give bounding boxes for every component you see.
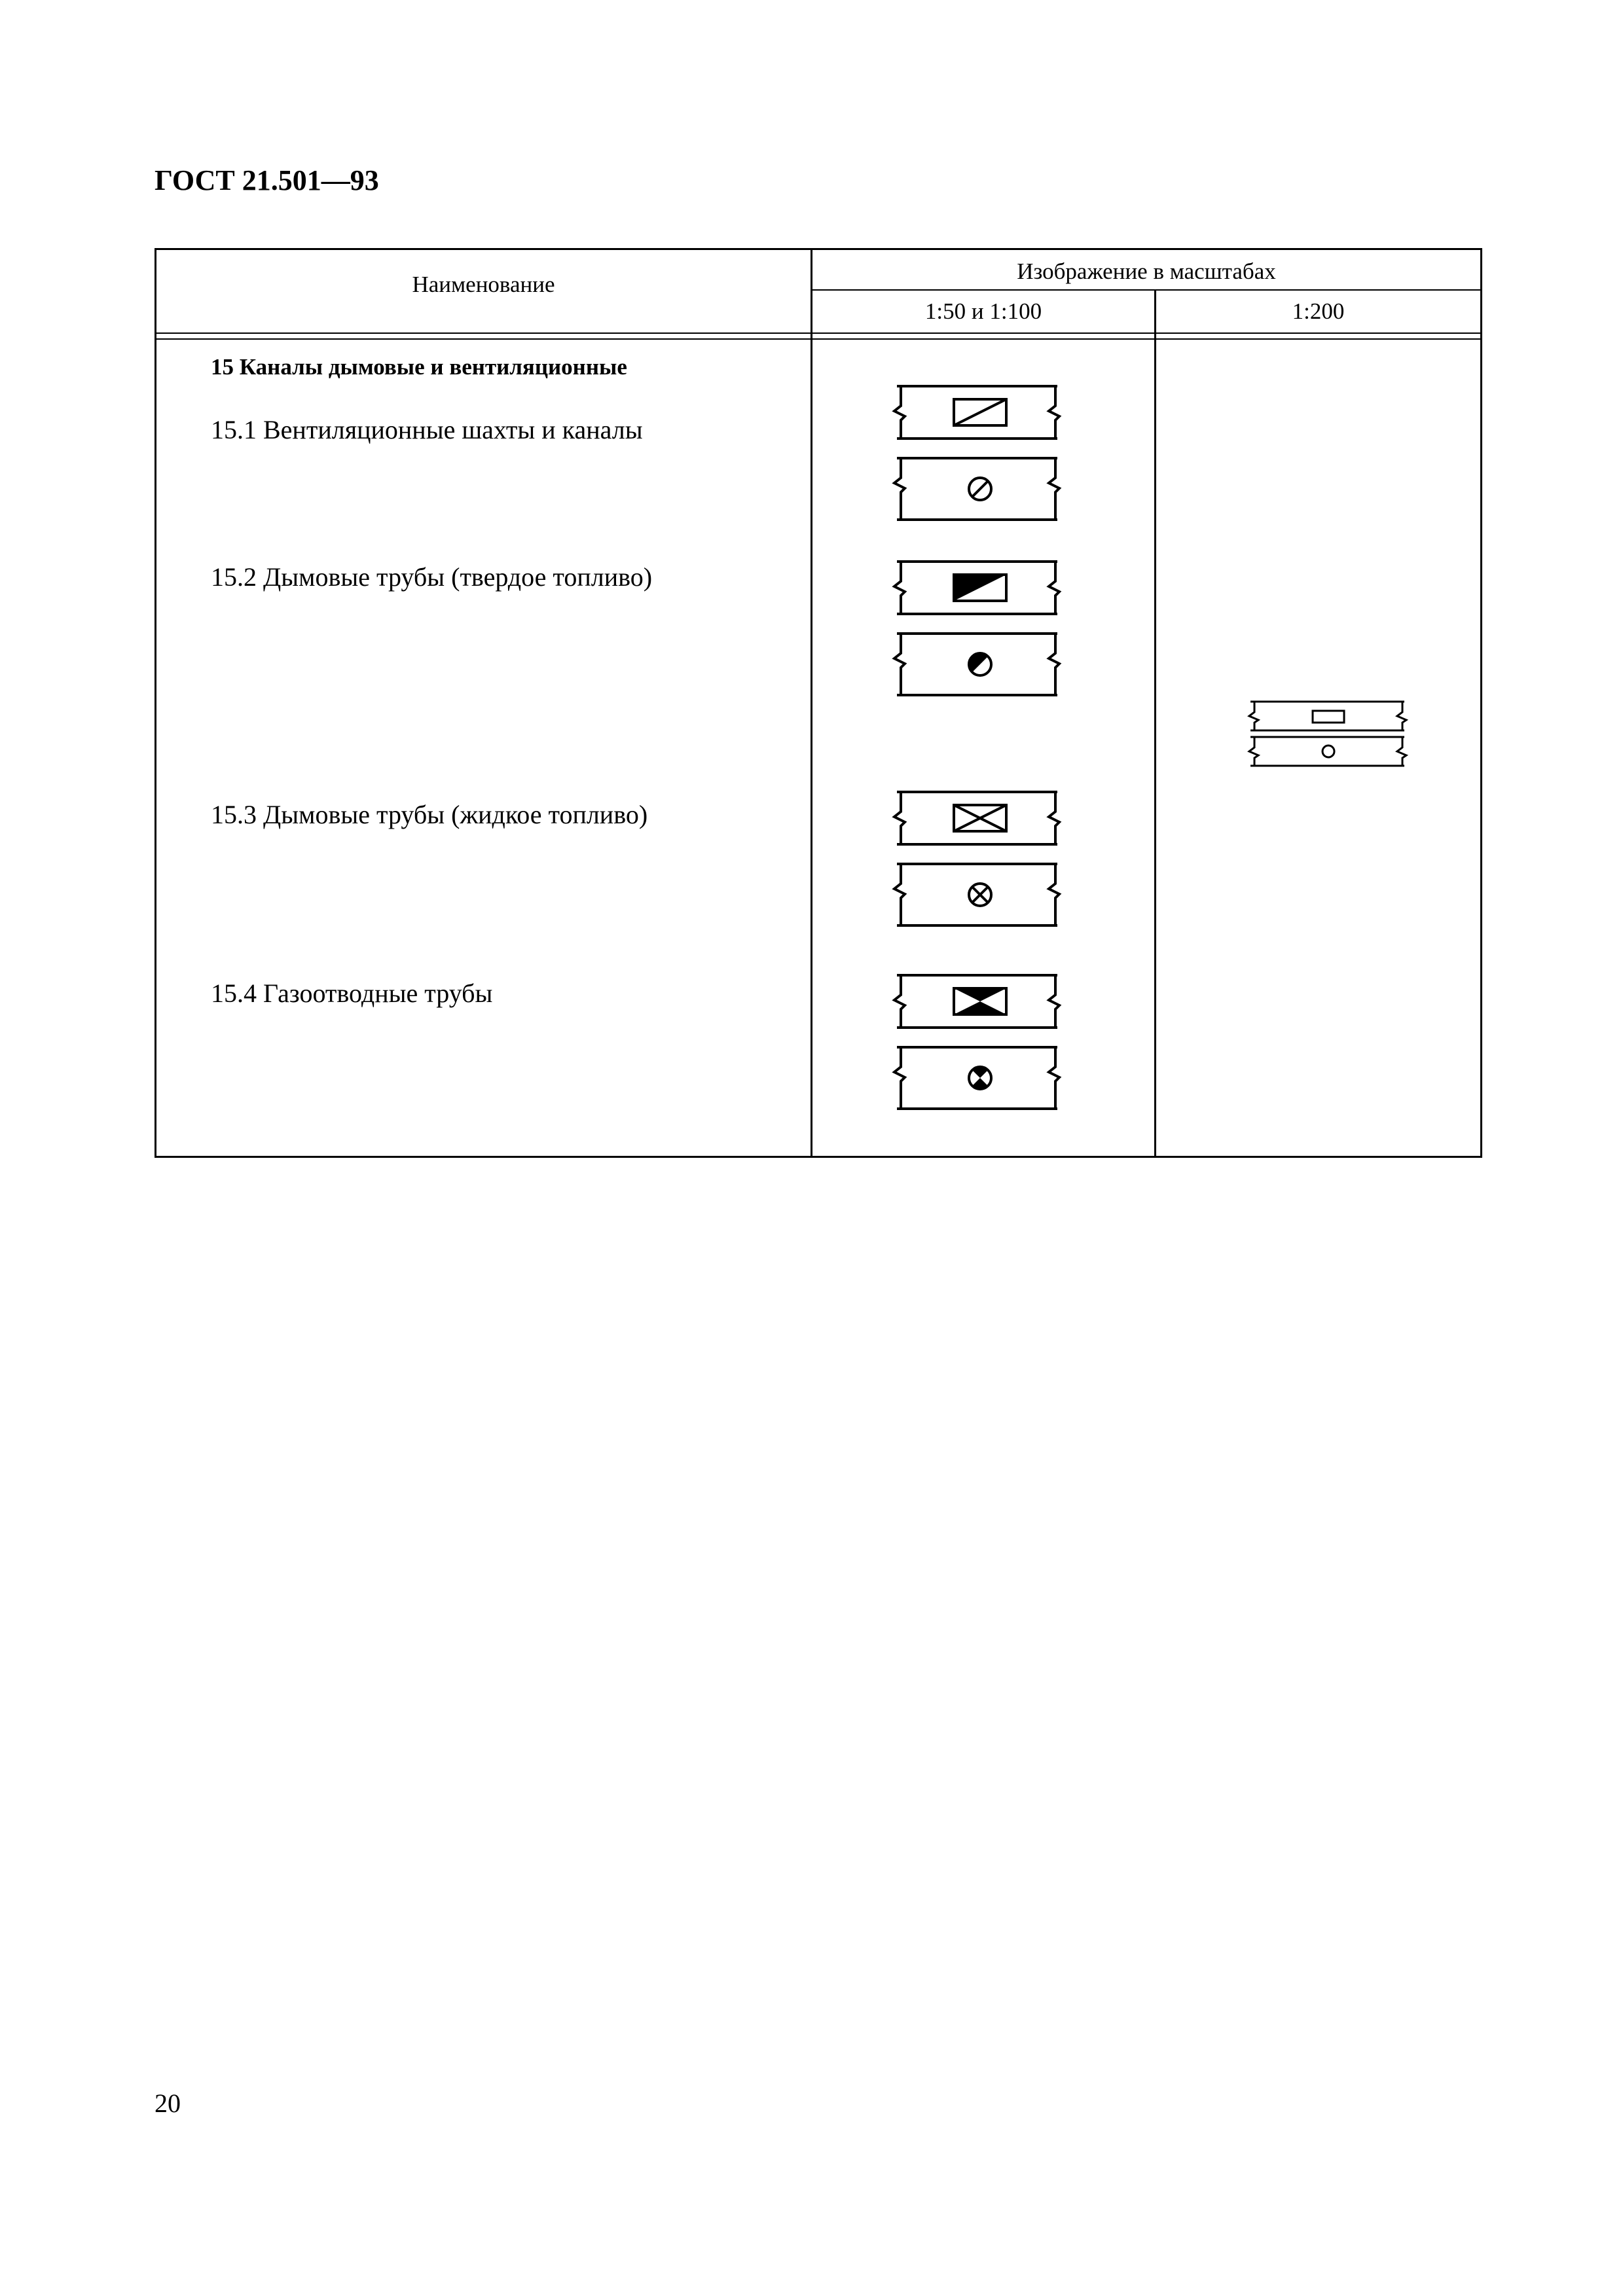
table-border-left: [155, 248, 156, 1158]
item-label-15-4: 15.4 Газоотводные трубы: [211, 978, 493, 1008]
section-title: 15 Каналы дымовые и вентиляционные: [211, 354, 627, 380]
item-label-15-2: 15.2 Дымовые трубы (твердое топливо): [211, 562, 653, 592]
page-number: 20: [155, 2089, 181, 2118]
header-bottom-line-1: [155, 332, 1482, 334]
table-border-top: [155, 248, 1482, 250]
header-bottom-line-2: [155, 338, 1482, 340]
table-border-bottom: [155, 1156, 1482, 1158]
header-subdivider: [811, 289, 1482, 291]
channel-symbol-1-200: [1244, 694, 1414, 785]
ventilation-shaft-symbol: [890, 380, 1067, 530]
table-border-right: [1480, 248, 1482, 1158]
column-divider-1: [811, 248, 812, 1158]
item-label-15-3: 15.3 Дымовые трубы (жидкое топливо): [211, 800, 648, 829]
header-image-scales: Изображение в масштабах: [1017, 259, 1276, 284]
header-scale-1-200: 1:200: [1292, 298, 1345, 324]
gas-exhaust-pipe-symbol: [890, 969, 1067, 1119]
header-name: Наименование: [412, 272, 555, 297]
header-scale-1-50-1-100: 1:50 и 1:100: [924, 298, 1042, 324]
column-divider-2: [1154, 289, 1156, 1158]
document-code: ГОСТ 21.501—93: [155, 164, 379, 196]
item-label-15-1: 15.1 Вентиляционные шахты и каналы: [211, 415, 643, 444]
chimney-liquid-fuel-symbol: [890, 785, 1067, 936]
chimney-solid-fuel-symbol: [890, 555, 1067, 706]
